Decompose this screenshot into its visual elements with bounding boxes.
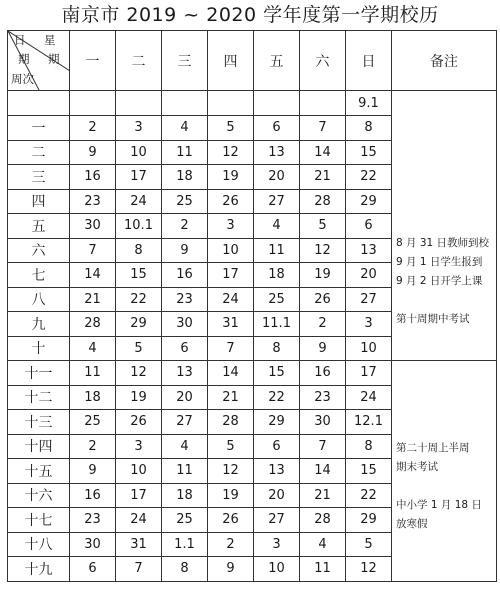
day-header-fri: 五 (254, 31, 300, 91)
date-cell: 2 (208, 532, 254, 557)
date-cell: 8 (254, 336, 300, 361)
date-cell: 30 (162, 312, 208, 337)
date-cell (300, 91, 346, 116)
week-number: 十五 (8, 459, 70, 484)
date-cell: 13 (162, 361, 208, 386)
page-title: 南京市 2019 ~ 2020 学年度第一学期校历 (61, 4, 439, 26)
notes-cell (392, 361, 497, 582)
date-cell: 7 (300, 434, 346, 459)
date-cell: 15 (254, 361, 300, 386)
week-number: 一 (8, 116, 70, 141)
day-header-sat: 六 (300, 31, 346, 91)
day-header-sun: 日 (346, 31, 392, 91)
date-cell: 21 (70, 287, 116, 312)
note-line: 9 月 2 日开学上课 (396, 275, 483, 287)
date-cell: 18 (162, 165, 208, 190)
week-number: 二 (8, 140, 70, 165)
date-cell: 12 (208, 459, 254, 484)
date-cell: 14 (208, 361, 254, 386)
date-cell: 23 (162, 287, 208, 312)
date-cell: 24 (346, 385, 392, 410)
date-cell: 13 (254, 140, 300, 165)
date-cell: 6 (254, 116, 300, 141)
date-cell: 2 (70, 434, 116, 459)
date-cell (208, 91, 254, 116)
calendar-table (7, 30, 497, 582)
date-cell: 14 (70, 263, 116, 288)
date-cell: 19 (208, 483, 254, 508)
corner-day-label: 日 (14, 33, 26, 47)
date-cell: 24 (116, 508, 162, 533)
date-cell: 26 (208, 508, 254, 533)
note-line: 第十周期中考试 (396, 313, 470, 325)
week-number: 四 (8, 189, 70, 214)
date-cell: 23 (300, 385, 346, 410)
date-cell: 9 (300, 336, 346, 361)
corner-week-label: 周次 (11, 72, 34, 86)
date-cell: 5 (346, 532, 392, 557)
day-header-tue: 二 (116, 31, 162, 91)
date-cell: 8 (346, 434, 392, 459)
date-cell: 6 (162, 336, 208, 361)
week-number: 五 (8, 214, 70, 239)
date-cell: 8 (346, 116, 392, 141)
date-cell: 11 (162, 459, 208, 484)
date-cell: 25 (254, 287, 300, 312)
date-cell: 29 (116, 312, 162, 337)
week-number: 十九 (8, 557, 70, 582)
date-cell: 3 (116, 434, 162, 459)
date-cell: 28 (300, 508, 346, 533)
date-cell: 17 (116, 165, 162, 190)
date-cell: 19 (116, 385, 162, 410)
note-line: 期末考试 (396, 461, 438, 473)
date-cell (70, 91, 116, 116)
date-cell: 4 (162, 434, 208, 459)
date-cell: 16 (162, 263, 208, 288)
date-cell: 4 (300, 532, 346, 557)
date-cell: 12 (208, 140, 254, 165)
date-cell: 11 (254, 238, 300, 263)
date-cell: 26 (300, 287, 346, 312)
date-cell: 29 (346, 189, 392, 214)
date-cell: 20 (254, 483, 300, 508)
date-cell: 22 (254, 385, 300, 410)
date-cell: 9.1 (346, 91, 392, 116)
date-cell: 5 (208, 434, 254, 459)
date-cell: 3 (116, 116, 162, 141)
date-cell: 23 (70, 189, 116, 214)
week-number: 十六 (8, 483, 70, 508)
date-cell: 2 (162, 214, 208, 239)
date-cell: 10 (254, 557, 300, 582)
date-cell: 9 (70, 459, 116, 484)
date-cell: 9 (208, 557, 254, 582)
corner-qi2-label: 期 (48, 52, 60, 66)
date-cell: 10 (116, 140, 162, 165)
week-number: 十一 (8, 361, 70, 386)
date-cell: 9 (70, 140, 116, 165)
date-cell: 8 (162, 557, 208, 582)
date-cell: 30 (70, 532, 116, 557)
date-cell: 21 (208, 385, 254, 410)
date-cell: 15 (346, 140, 392, 165)
date-cell: 12 (116, 361, 162, 386)
note-line: 第二十周上半周 (396, 442, 470, 454)
date-cell: 29 (254, 410, 300, 435)
date-cell: 27 (254, 508, 300, 533)
date-cell: 18 (70, 385, 116, 410)
date-cell (116, 91, 162, 116)
date-cell: 31 (116, 532, 162, 557)
date-cell: 26 (116, 410, 162, 435)
date-cell: 19 (208, 165, 254, 190)
date-cell: 10.1 (116, 214, 162, 239)
date-cell: 19 (300, 263, 346, 288)
note-line: 8 月 31 日教师到校 (396, 237, 490, 249)
week-number: 十四 (8, 434, 70, 459)
date-cell: 7 (208, 336, 254, 361)
date-cell: 22 (346, 165, 392, 190)
date-cell: 25 (162, 189, 208, 214)
date-cell: 17 (208, 263, 254, 288)
date-cell: 5 (116, 336, 162, 361)
note-line: 9 月 1 日学生报到 (396, 256, 483, 268)
date-cell: 22 (116, 287, 162, 312)
date-cell: 27 (346, 287, 392, 312)
week-number: 十八 (8, 532, 70, 557)
date-cell: 23 (70, 508, 116, 533)
date-cell: 11 (70, 361, 116, 386)
date-cell: 14 (300, 140, 346, 165)
date-cell: 2 (300, 312, 346, 337)
date-cell: 28 (70, 312, 116, 337)
date-cell: 27 (162, 410, 208, 435)
date-cell: 21 (300, 483, 346, 508)
date-cell: 4 (70, 336, 116, 361)
date-cell: 24 (208, 287, 254, 312)
date-cell: 28 (208, 410, 254, 435)
table-row (8, 361, 497, 386)
date-cell: 18 (254, 263, 300, 288)
notes-header: 备注 (392, 31, 497, 91)
corner-qi1-label: 期 (18, 52, 30, 66)
note-line (396, 477, 494, 496)
date-cell: 4 (254, 214, 300, 239)
week-number: 七 (8, 263, 70, 288)
date-cell: 15 (346, 459, 392, 484)
date-cell: 9 (162, 238, 208, 263)
date-cell: 7 (300, 116, 346, 141)
date-cell: 25 (70, 410, 116, 435)
note-line: 放寒假 (396, 518, 428, 530)
date-cell: 1.1 (162, 532, 208, 557)
date-cell: 6 (346, 214, 392, 239)
table-row (8, 91, 497, 116)
date-cell: 13 (254, 459, 300, 484)
date-cell: 7 (70, 238, 116, 263)
date-cell: 6 (70, 557, 116, 582)
date-cell: 14 (300, 459, 346, 484)
date-cell: 16 (70, 165, 116, 190)
week-number: 十七 (8, 508, 70, 533)
date-cell: 20 (254, 165, 300, 190)
week-number (8, 91, 70, 116)
date-cell: 5 (300, 214, 346, 239)
week-number: 三 (8, 165, 70, 190)
date-cell: 10 (208, 238, 254, 263)
week-number: 八 (8, 287, 70, 312)
header-row (8, 31, 497, 91)
date-cell: 20 (162, 385, 208, 410)
week-number: 十三 (8, 410, 70, 435)
date-cell: 8 (116, 238, 162, 263)
date-cell: 11.1 (254, 312, 300, 337)
note-line: 中小学 1 月 18 日 (396, 499, 482, 511)
date-cell: 5 (208, 116, 254, 141)
date-cell: 15 (116, 263, 162, 288)
date-cell (162, 91, 208, 116)
school-calendar (7, 30, 496, 582)
date-cell: 3 (208, 214, 254, 239)
day-header-wed: 三 (162, 31, 208, 91)
date-cell: 12 (346, 557, 392, 582)
note-line (396, 291, 494, 310)
date-cell: 4 (162, 116, 208, 141)
date-cell: 30 (70, 214, 116, 239)
date-cell: 16 (70, 483, 116, 508)
date-cell: 3 (254, 532, 300, 557)
week-number: 六 (8, 238, 70, 263)
date-cell: 10 (116, 459, 162, 484)
day-header-mon: 一 (70, 31, 116, 91)
date-cell: 27 (254, 189, 300, 214)
date-cell: 26 (208, 189, 254, 214)
notes-cell (392, 91, 497, 361)
date-cell: 17 (346, 361, 392, 386)
week-number: 十二 (8, 385, 70, 410)
date-cell: 7 (116, 557, 162, 582)
corner-xing-label: 星 (44, 33, 56, 47)
date-cell: 12.1 (346, 410, 392, 435)
date-cell: 20 (346, 263, 392, 288)
date-cell: 3 (346, 312, 392, 337)
day-header-thu: 四 (208, 31, 254, 91)
date-cell (254, 91, 300, 116)
date-cell: 10 (346, 336, 392, 361)
date-cell: 22 (346, 483, 392, 508)
date-cell: 31 (208, 312, 254, 337)
date-cell: 17 (116, 483, 162, 508)
date-cell: 6 (254, 434, 300, 459)
date-cell: 28 (300, 189, 346, 214)
date-cell: 13 (346, 238, 392, 263)
week-number: 十 (8, 336, 70, 361)
date-cell: 12 (300, 238, 346, 263)
date-cell: 11 (300, 557, 346, 582)
date-cell: 2 (70, 116, 116, 141)
date-cell: 21 (300, 165, 346, 190)
date-cell: 30 (300, 410, 346, 435)
calendar-body (8, 91, 497, 582)
week-number: 九 (8, 312, 70, 337)
date-cell: 25 (162, 508, 208, 533)
date-cell: 11 (162, 140, 208, 165)
date-cell: 24 (116, 189, 162, 214)
date-cell: 18 (162, 483, 208, 508)
date-cell: 16 (300, 361, 346, 386)
corner-header (8, 31, 70, 91)
date-cell: 29 (346, 508, 392, 533)
